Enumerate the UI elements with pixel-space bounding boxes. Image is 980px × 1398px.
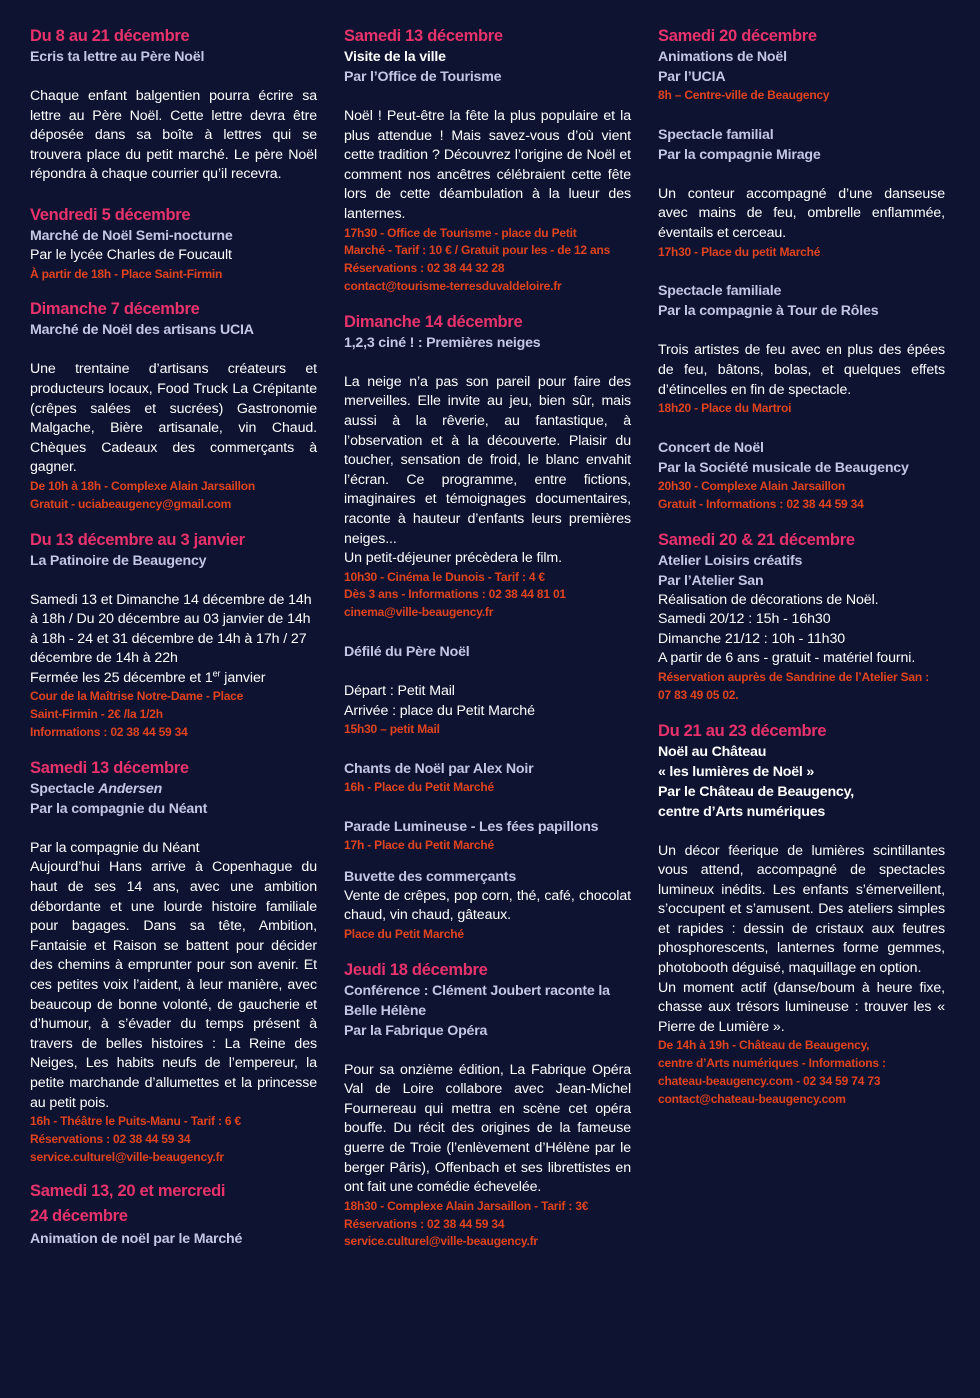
event-date: Samedi 13, 20 et mercredi — [30, 1181, 226, 1200]
event-spectacle-andersen — [30, 758, 317, 1167]
column-right — [658, 26, 945, 1109]
event-title: Chants de Noël par Alex Noir — [344, 761, 534, 778]
event-info: Dès 3 ans - Informations : 02 38 44 81 01 — [344, 587, 566, 602]
event-spectacle-mirage — [658, 125, 945, 262]
event-contact[interactable]: contact@chateau-beaugency.com — [658, 1091, 846, 1106]
event-info: 07 83 49 05 02. — [658, 687, 739, 702]
event-info: 18h20 - Place du Martroi — [658, 401, 792, 416]
event-description: Dimanche 21/12 : 10h - 11h30 — [658, 630, 846, 647]
event-info: centre d’Arts numériques - Informations : — [658, 1056, 886, 1071]
event-contact[interactable]: service.culturel@ville-beaugency.fr — [344, 1234, 538, 1249]
event-title: Belle Hélène — [344, 1002, 426, 1019]
event-marche-artisans — [30, 299, 317, 513]
event-description: Aujourd’hui Hans arrive à Copenhague du haut de ses 14 ans, avec une ambition débordante et une lourde histoire familiale pour bagages. Dans sa tête, Ambition, Fantaisie et Raison se battent pour décider des chemins à emprunter pour son avenir. Et ces petites voix l’aident, à leur manière, avec beaucoup de bonne volonté, de gaucherie et d’humour, à s’évader du temps présent à travers de belles histoires : La Reine des Neiges, Les habits neufs de l’empereur, la petite marchande d’allumettes et la princesse au petit pois. — [30, 859, 317, 1111]
event-title: Parade Lumineuse - Les fées papillons — [344, 818, 599, 835]
event-contact[interactable]: contact@tourisme-terresduvaldeloire.fr — [344, 278, 562, 293]
event-chants-noel — [344, 759, 631, 797]
event-title: Animations de Noël — [658, 49, 787, 65]
event-organizer: Par le lycée Charles de Foucault — [30, 246, 232, 263]
event-description: Une trentaine d’artisans créateurs et producteurs locaux, Food Truck La Crépitante (crêpes salées et sucrées) Gastronomie Malgache, Bière artisanale, vin Chaud. Chèques Cadeaux des commerçants à gagner. — [30, 361, 317, 476]
event-marche-semi-nocturne — [30, 205, 317, 283]
event-date: Du 21 au 23 décembre — [658, 721, 827, 740]
event-title: 1,2,3 ciné ! : Premières neiges — [344, 334, 541, 351]
event-date: Vendredi 5 décembre — [30, 205, 191, 224]
event-organizer: Par l’UCIA — [658, 69, 726, 85]
event-title: Visite de la ville — [344, 49, 446, 65]
event-date: Du 13 décembre au 3 janvier — [30, 530, 245, 549]
event-info: Réservation auprès de Sandrine de l’Atelier San : — [658, 669, 929, 684]
event-info: 10h30 - Cinéma le Dunois - Tarif : 4 € — [344, 569, 545, 584]
event-info: chateau-beaugency.com - 02 34 59 74 73 — [658, 1074, 881, 1089]
event-noel-au-chateau — [658, 721, 945, 1109]
event-buvette — [344, 867, 631, 944]
event-date: Samedi 13 décembre — [30, 758, 189, 777]
event-info: De 10h à 18h - Complexe Alain Jarsaillon — [30, 478, 255, 493]
event-organizer: Par la compagnie à Tour de Rôles — [658, 303, 879, 320]
event-description: Un petit-déjeuner précèdera le film. — [344, 550, 562, 567]
event-title: Spectacle familiale — [658, 283, 782, 300]
event-date: Samedi 20 décembre — [658, 27, 817, 45]
event-date: Dimanche 7 décembre — [30, 300, 200, 319]
event-organizer: Par la compagnie du Néant — [30, 800, 208, 817]
event-atelier-loisirs — [658, 530, 945, 705]
event-title: Ecris ta lettre au Père Noël — [30, 49, 205, 65]
event-info: 16h - Place du Petit Marché — [344, 780, 494, 795]
event-info: Cour de la Maîtrise Notre-Dame - Place — [30, 689, 244, 704]
event-title: Atelier Loisirs créatifs — [658, 552, 803, 569]
event-title: Conférence : Clément Joubert raconte la — [344, 982, 610, 999]
event-organizer: centre d’Arts numériques — [658, 803, 826, 820]
event-info: Saint-Firmin - 2€ /la 1/2h — [30, 707, 163, 722]
event-title: Défilé du Père Noël — [344, 644, 470, 661]
event-description: A partir de 6 ans - gratuit - matériel fourni. — [658, 650, 916, 667]
event-description: Arrivée : place du Petit Marché — [344, 702, 535, 719]
event-info: Place du Petit Marché — [344, 926, 464, 941]
event-description: Vente de crêpes, pop corn, thé, café, chocolat chaud, vin chaud, gâteaux. — [344, 887, 631, 924]
event-conference-belle-helene — [344, 960, 631, 1252]
event-animation-marche — [30, 1179, 317, 1249]
event-organizer: Par la compagnie Mirage — [658, 146, 821, 163]
column-middle — [344, 26, 631, 1251]
event-title: Marché de Noël Semi-nocturne — [30, 227, 233, 244]
event-date: Dimanche 14 décembre — [344, 312, 523, 331]
event-info: 17h30 - Office de Tourisme - place du Petit — [344, 225, 577, 240]
event-description: Samedi 13 et Dimanche 14 décembre de 14h à 18h / Du 20 décembre au 03 janvier de 14h à 18h - 24 et 31 décembre de 14h à 17h / 27 décembre de 14h à 22h — [30, 591, 312, 667]
event-spectacle-tour-de-roles — [658, 281, 945, 418]
event-info: 17h - Place du Petit Marché — [344, 837, 494, 852]
event-animations-noel-ucia — [658, 26, 945, 105]
event-info: Informations : 02 38 44 59 34 — [30, 725, 188, 740]
event-description: Un moment actif (danse/boum à heure fixe, chasse aux trésors lumineuse : trouver les « Pierre de Lumière ». — [658, 979, 945, 1035]
event-description: Samedi 20/12 : 15h - 16h30 — [658, 611, 831, 628]
event-date: Samedi 20 & 21 décembre — [658, 530, 855, 549]
event-date: Samedi 13 décembre — [344, 27, 503, 45]
event-info: 16h - Théâtre le Puits-Manu - Tarif : 6 € — [30, 1114, 241, 1129]
event-organizer: Par la Société musicale de Beaugency — [658, 459, 909, 476]
event-description: Noël ! Peut-être la fête la plus populaire et la plus attendue ! Mais savez-vous d’où vient cette tradition ? Découvrez l’origine de Noël et comment nos ancêtres célébraient cette fête lors de cette déambulation à la lueur des lanternes. — [344, 108, 631, 222]
event-info: Réservations : 02 38 44 32 28 — [344, 261, 505, 276]
event-info: 17h30 - Place du petit Marché — [658, 244, 821, 259]
event-title: « les lumières de Noël » — [658, 763, 815, 780]
event-description: Un décor féerique de lumières scintillantes vous attend, accompagné de spectacles lumineux inédits. Les enfants s’émerveillent, s’occupent et s’amusent. Des ateliers simples et rapides : dessin de cristaux aux feutres phosphorescents, lanternes forme gemmes, photobooth déguisé, maquillage en option. — [658, 842, 945, 977]
event-info: 15h30 – petit Mail — [344, 722, 440, 737]
event-closure: Fermée les 25 décembre et 1er janvier — [30, 668, 266, 686]
event-title: Spectacle familial — [658, 126, 774, 143]
event-parade-lumineuse — [344, 817, 631, 855]
event-description: Par la compagnie du Néant — [30, 839, 200, 856]
event-contact[interactable]: cinema@ville-beaugency.fr — [344, 605, 494, 620]
event-date: Du 8 au 21 décembre — [30, 27, 190, 45]
event-info: Réservations : 02 38 44 59 34 — [344, 1216, 505, 1231]
event-date: Jeudi 18 décembre — [344, 960, 488, 979]
event-title: Concert de Noël — [658, 439, 764, 456]
event-title: Buvette des commerçants — [344, 868, 517, 885]
event-info: De 14h à 19h - Château de Beaugency, — [658, 1038, 870, 1053]
event-title: Spectacle Andersen — [30, 780, 163, 797]
event-title: La Patinoire de Beaugency — [30, 552, 207, 569]
event-info: À partir de 18h - Place Saint-Firmin — [30, 266, 223, 281]
event-info: Marché - Tarif : 10 € / Gratuit pour les - de 12 ans — [344, 243, 611, 258]
event-description: Réalisation de décorations de Noël. — [658, 591, 879, 608]
event-premieres-neiges — [344, 312, 631, 622]
event-lettre-pere-noel — [30, 26, 317, 185]
event-description: La neige n’a pas son pareil pour faire des merveilles. Elle invite au jeu, bien sûr, mais aussi à la rêverie, au fantastique, à l’observation et à la découverte. Plaisir du toucher, sensation de froid, le blanc envahit l’écran. Ce programme, entre fictions, imaginaires et témoignages documentaires, raconte à hauteur d’enfants leurs premières neiges... — [344, 373, 631, 547]
event-description: Départ : Petit Mail — [344, 683, 455, 700]
column-left — [30, 26, 317, 1249]
event-info: 20h30 - Complexe Alain Jarsaillon — [658, 478, 846, 493]
event-description: Chaque enfant balgentien pourra écrire sa lettre au Père Noël. Cette lettre devra être déposée dans sa boîte à lettres qui se trouvera place du petit marché. Le père Noël répondra à chaque courrier qu’il recevra. — [30, 88, 317, 183]
event-organizer: Par l’Atelier San — [658, 572, 764, 589]
event-organizer: Par le Château de Beaugency, — [658, 783, 854, 800]
event-contact[interactable]: service.culturel@ville-beaugency.fr — [30, 1149, 224, 1164]
event-visite-ville — [344, 26, 631, 296]
event-date: 24 décembre — [30, 1206, 128, 1225]
event-concert-noel — [658, 438, 945, 514]
event-description: Pour sa onzième édition, La Fabrique Opéra Val de Loire collabore avec Jean-Michel Fournereau qui mettra en scène cet opéra bouffe. Du récit des origines de la fameuse guerre de Troie (l’enlèvement d’Hélène par le berger Pâris), Offenbach et ses librettistes en ont fait une comédie échevelée. — [344, 1061, 631, 1196]
event-title: Marché de Noël des artisans UCIA — [30, 322, 254, 339]
event-organizer: Par l’Office de Tourisme — [344, 69, 502, 85]
event-title: Animation de noël par le Marché — [30, 1230, 243, 1247]
event-organizer: Par la Fabrique Opéra — [344, 1022, 488, 1039]
event-info: Réservations : 02 38 44 59 34 — [30, 1131, 191, 1146]
event-title: Noël au Château — [658, 743, 767, 760]
event-description: Trois artistes de feu avec en plus des épées de feu, bâtons, bolas, et quelques effets d’étincelles en fin de spectacle. — [658, 342, 945, 398]
event-info: Gratuit - Informations : 02 38 44 59 34 — [658, 496, 864, 511]
event-info: 8h – Centre-ville de Beaugency — [658, 88, 830, 102]
event-description: Un conteur accompagné d’une danseuse avec mains de feu, ombrelle enflammée, éventails et cerceau. — [658, 185, 945, 241]
event-defile-pere-noel — [344, 642, 631, 739]
event-info: 18h30 - Complexe Alain Jarsaillon - Tarif : 3€ — [344, 1198, 589, 1213]
event-patinoire — [30, 530, 317, 742]
event-contact[interactable]: Gratuit - uciabeaugency@gmail.com — [30, 496, 232, 511]
